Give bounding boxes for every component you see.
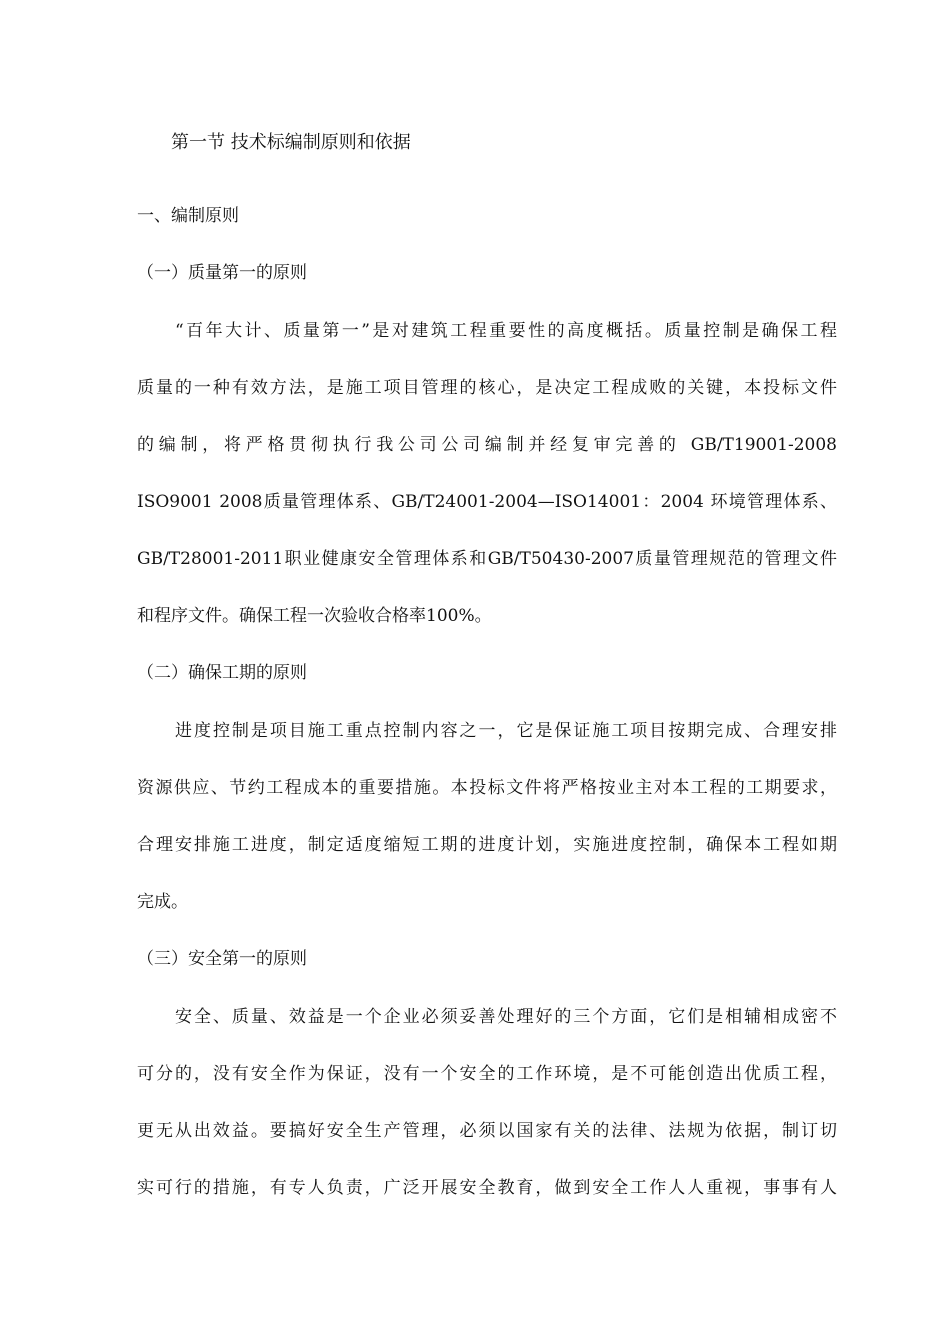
paragraph-line: 和程序文件。确保工程一次验收合格率100%。 (137, 606, 492, 626)
paragraph-line: 安全、质量、效益是一个企业必须妥善处理好的三个方面，它们是相辅相成密不 (175, 1007, 837, 1027)
paragraph-line: “百年大计、质量第一”是对建筑工程重要性的高度概括。质量控制是确保工程 (175, 321, 837, 341)
subheading-quality-first: （一）质量第一的原则 (137, 263, 307, 283)
paragraph-line: 可分的，没有安全作为保证，没有一个安全的工作环境，是不可能创造出优质工程， (137, 1064, 837, 1084)
paragraph-line: 合理安排施工进度，制定适度缩短工期的进度计划，实施进度控制，确保本工程如期 (137, 835, 837, 855)
heading-compilation-principles: 一、编制原则 (137, 206, 239, 226)
paragraph-line: 实可行的措施，有专人负责，广泛开展安全教育，做到安全工作人人重视，事事有人 (137, 1178, 837, 1198)
paragraph-line: 质量的一种有效方法，是施工项目管理的核心，是决定工程成败的关键，本投标文件 (137, 378, 837, 398)
paragraph-line: 更无从出效益。要搞好安全生产管理，必须以国家有关的法律、法规为依据，制订切 (137, 1121, 837, 1141)
paragraph-line: 完成。 (137, 892, 188, 912)
subheading-schedule: （二）确保工期的原则 (137, 663, 307, 683)
subheading-safety-first: （三）安全第一的原则 (137, 949, 307, 969)
section-title: 第一节 技术标编制原则和依据 (171, 132, 411, 153)
paragraph-line: 进度控制是项目施工重点控制内容之一，它是保证施工项目按期完成、合理安排 (175, 721, 837, 741)
paragraph-line: GB/T28001-2011职业健康安全管理体系和GB/T50430-2007质量管理规范的管理文件 (137, 549, 837, 569)
paragraph-line: 资源供应、节约工程成本的重要措施。本投标文件将严格按业主对本工程的工期要求， (137, 778, 837, 798)
paragraph-line: 的编制，将严格贯彻执行我公司公司编制并经复审完善的 GB/T19001-2008 (137, 435, 837, 455)
paragraph-line: ISO9001 2008质量管理体系、GB/T24001-2004—ISO14001：2004 环境管理体系、 (137, 492, 837, 512)
